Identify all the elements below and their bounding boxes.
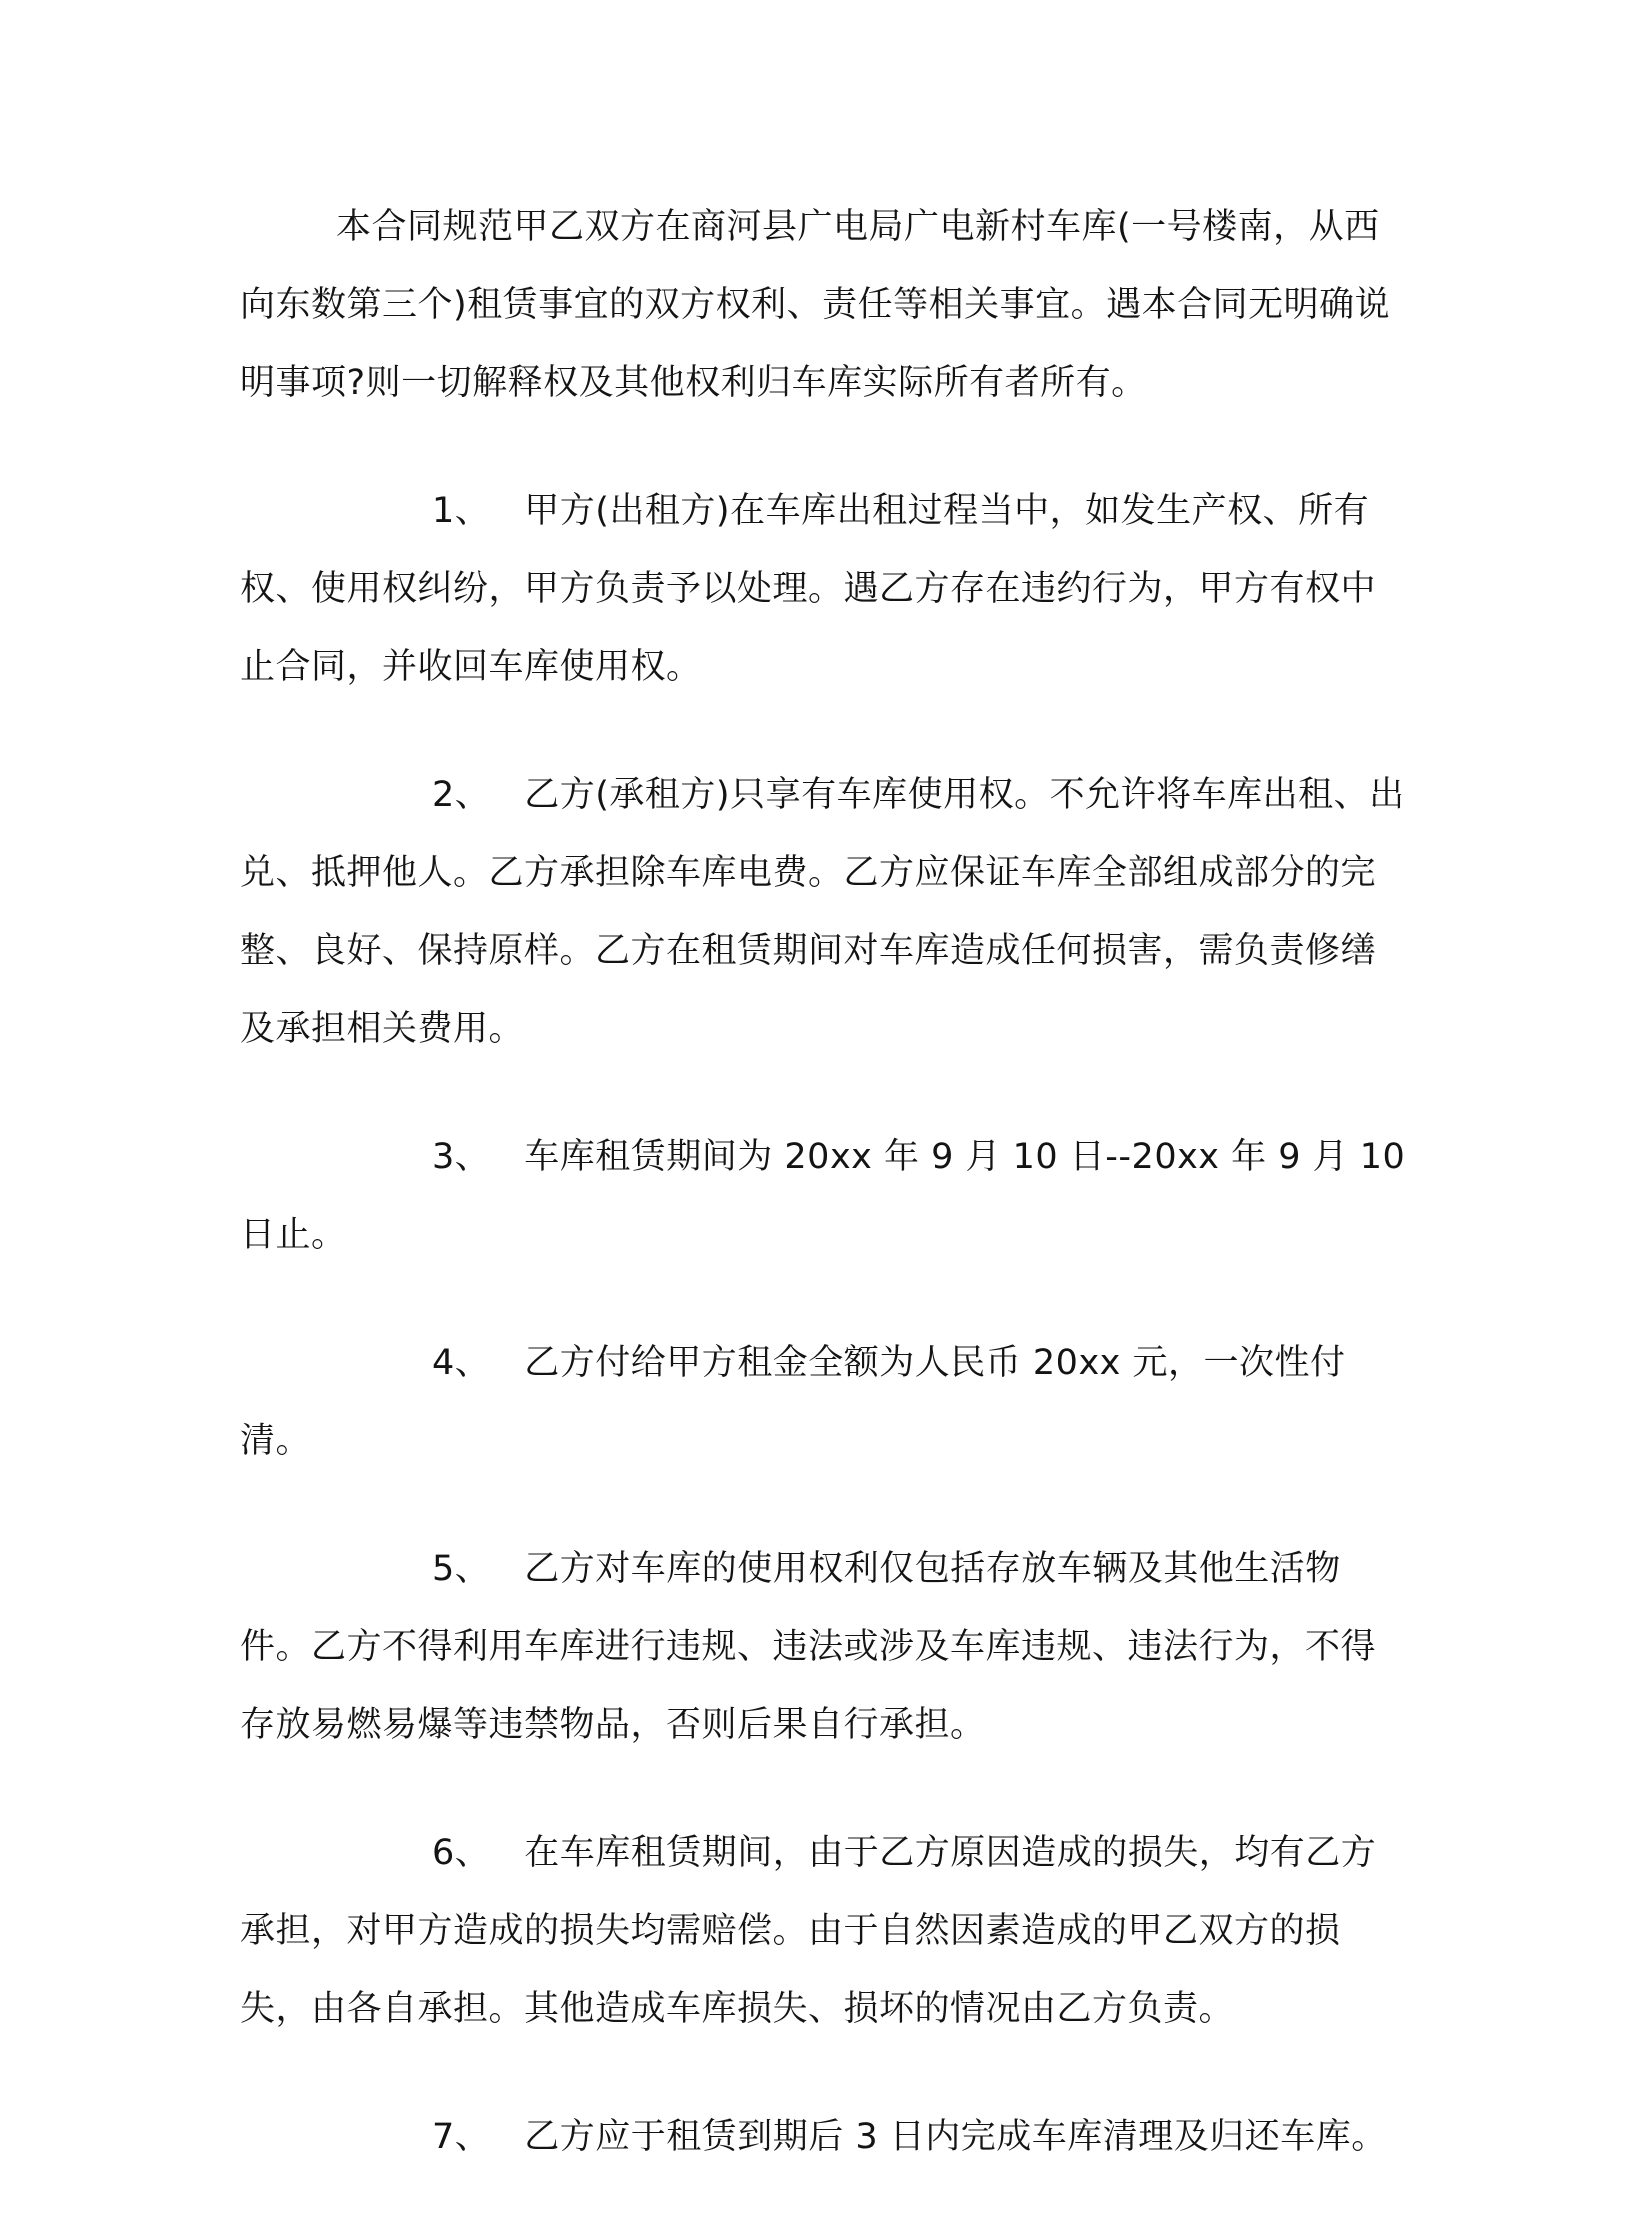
clause-text: 乙方对车库的使用权利仅包括存放车辆及其他生活物件。乙方不得利用车库进行违规、违法或涉及车库违规、违法行为，不得存放易燃易爆等违禁物品，否则后果自行承担。 [240,1549,1377,1745]
clause-3 [240,1118,1410,1274]
clause-number: 1、 [432,491,491,531]
clause-number: 2、 [432,775,491,815]
clause-text: 乙方(承租方)只享有车库使用权。不允许将车库出租、出兑、抵押他人。乙方承担除车库电费。乙方应保证车库全部组成部分的完整、良好、保持原样。乙方在租赁期间对车库造成任何损害，需负责修缮及承担相关费用。 [240,775,1405,1049]
clause-number: 3、 [432,1137,491,1177]
clause-text: 乙方应于租赁到期后 3 日内完成车库清理及归还车库。 [524,2117,1387,2157]
clause-6 [240,1814,1410,2048]
clause-number: 7、 [432,2117,491,2157]
clause-text: 乙方付给甲方租金全额为人民币 20xx 元，一次性付清。 [240,1343,1346,1461]
clause-number: 6、 [432,1833,491,1873]
document-body [240,188,1410,2226]
clause-text: 甲方(出租方)在车库出租过程当中，如发生产权、所有权、使用权纠纷，甲方负责予以处理。遇乙方存在违约行为，甲方有权中止合同，并收回车库使用权。 [240,491,1377,687]
clause-number: 5、 [432,1549,491,1589]
clause-text: 车库租赁期间为 20xx 年 9 月 10 日--20xx 年 9 月 10 日止。 [240,1137,1406,1255]
clause-text: 在车库租赁期间，由于乙方原因造成的损失，均有乙方承担，对甲方造成的损失均需赔偿。由于自然因素造成的甲乙双方的损失，由各自承担。其他造成车库损失、损坏的情况由乙方负责。 [240,1833,1377,2029]
clause-7 [240,2098,1410,2176]
clause-4 [240,1324,1410,1480]
clause-2 [240,756,1410,1068]
intro-paragraph: 本合同规范甲乙双方在商河县广电局广电新村车库(一号楼南，从西向东数第三个)租赁事宜的双方权利、责任等相关事宜。遇本合同无明确说明事项?则一切解释权及其他权利归车库实际所有者所有。 [240,207,1391,403]
clause-number: 4、 [432,1343,491,1383]
clause-1 [240,472,1410,706]
clause-5 [240,1530,1410,1764]
